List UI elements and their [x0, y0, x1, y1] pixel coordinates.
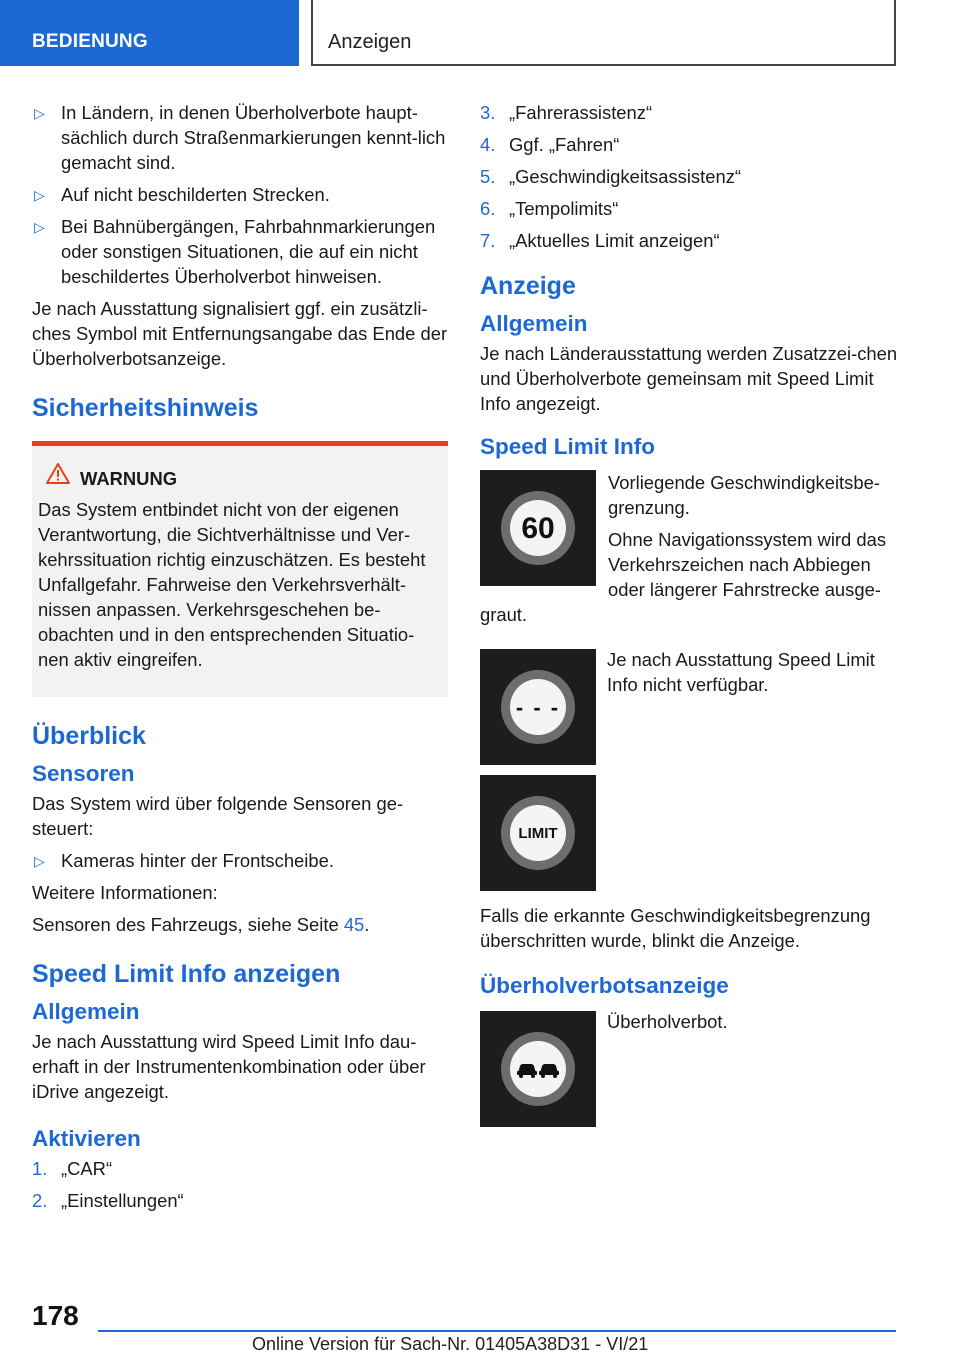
- heading-sensors: Sensoren: [32, 761, 135, 786]
- footer-divider: [98, 1330, 896, 1332]
- triangle-bullet-icon: ▷: [34, 187, 45, 203]
- triangle-bullet-icon: ▷: [34, 105, 45, 121]
- overtake-block: [480, 1011, 898, 1127]
- limit-sign-icon: LIMIT: [480, 775, 596, 891]
- paragraph: Vorliegende Geschwindigkeitsbe-grenzung.: [608, 472, 880, 518]
- heading-display: Anzeige: [480, 272, 576, 300]
- paragraph: Je nach Ausstattung signalisiert ggf. ein zusätzli-ches Symbol mit Entfernungsangabe das Ende der Überholverbotsanzeige.: [32, 298, 448, 369]
- paragraph: Je nach Ausstattung wird Speed Limit Info dau-erhaft in der Instrumentenkombination oder über iDrive angezeigt.: [32, 1031, 426, 1102]
- paragraph: Ohne Navigationssystem wird das Verkehrszeichen nach Abbiegen oder längerer Fahrstrecke ausge-: [608, 529, 887, 600]
- warning-heading: WARNUNG: [38, 466, 440, 491]
- paragraph: Je nach Ausstattung Speed Limit Info nicht verfügbar.: [607, 649, 875, 695]
- list-item: 4. Ggf. „Fahren“: [480, 134, 620, 155]
- warning-triangle-icon: [46, 462, 70, 492]
- heading-show-sli: Speed Limit Info anzeigen: [32, 960, 341, 988]
- paragraph: Weitere Informationen:: [32, 882, 218, 903]
- page-link[interactable]: 45: [343, 914, 365, 935]
- paragraph-reference: Sensoren des Fahrzeugs, siehe Seite 45.: [32, 914, 370, 935]
- heading-activate: Aktivieren: [32, 1126, 141, 1151]
- page-header: [0, 0, 960, 66]
- no-overtaking-sign-icon: [480, 1011, 596, 1127]
- heading-sli: Speed Limit Info: [480, 434, 656, 459]
- list-item: 6. „Tempolimits“: [480, 198, 619, 219]
- paragraph: Falls die erkannte Geschwindigkeitsbegrenzung überschritten wurde, blinkt die Anzeige.: [480, 905, 871, 951]
- speed-unavailable-sign-icon: - - -: [480, 649, 596, 765]
- page-number: 178: [32, 1300, 79, 1331]
- heading-general: Allgemein: [32, 999, 140, 1024]
- list-item: 2. „Einstellungen“: [32, 1190, 184, 1211]
- speed-60-sign-icon: 60: [480, 470, 596, 586]
- list-item: 5. „Geschwindigkeitsassistenz“: [480, 166, 742, 187]
- page-title-tab[interactable]: Anzeigen: [311, 0, 896, 66]
- footer-text: Online Version für Sach-Nr. 01405A38D31 - VI/21: [252, 1334, 649, 1354]
- heading-general: Allgemein: [480, 311, 588, 336]
- left-column: [32, 100, 448, 1220]
- list-item: 1. „CAR“: [32, 1158, 113, 1179]
- sli-block: [480, 470, 898, 627]
- paragraph: Überholverbot.: [607, 1011, 728, 1032]
- paragraph: Das System wird über folgende Sensoren ge-steuert:: [32, 793, 404, 839]
- list-item: ▷ Bei Bahnübergängen, Fahrbahnmarkierungen oder sonstigen Situationen, die auf ein nicht beschildertes Überholverbot hinweisen.: [34, 216, 436, 287]
- paragraph: Je nach Länderausstattung werden Zusatzzei-chen und Überholverbote gemeinsam mit Speed Limit Info angezeigt.: [480, 343, 898, 414]
- triangle-bullet-icon: ▷: [34, 219, 45, 235]
- heading-safety: Sicherheitshinweis: [32, 394, 259, 422]
- section-tab[interactable]: BEDIENUNG: [0, 0, 299, 66]
- triangle-bullet-icon: ▷: [34, 853, 45, 869]
- heading-overview: Überblick: [32, 722, 146, 750]
- list-item: 3. „Fahrerassistenz“: [480, 102, 653, 123]
- list-item: ▷ In Ländern, in denen Überholverbote haupt-sächlich durch Straßenmarkierungen kennt-lich gemacht sind.: [34, 102, 446, 173]
- cars-icon: [515, 1058, 561, 1080]
- heading-overtaking: Überholverbotsanzeige: [480, 973, 729, 998]
- right-column: [480, 100, 898, 1127]
- paragraph: graut.: [480, 604, 528, 625]
- warning-text: Das System entbindet nicht von der eigenen Verantwortung, die Sichtverhältnisse und Ver-kehrssituation richtig einzuschätzen. Es besteht Unfallgefahr. Fahrweise den Verkehrsverhält-nissen anpassen. Verkehrsgeschehen be-obachten und in den entsprechenden Situatio-nen aktiv eingreifen.: [38, 499, 426, 670]
- list-item: ▷ Auf nicht beschilderten Strecken.: [32, 182, 448, 207]
- list-item: ▷ Kameras hinter der Frontscheibe.: [32, 848, 448, 873]
- list-item: 7. „Aktuelles Limit anzeigen“: [480, 230, 720, 251]
- sli-unavailable-block: [480, 649, 898, 765]
- warning-box: [32, 441, 448, 697]
